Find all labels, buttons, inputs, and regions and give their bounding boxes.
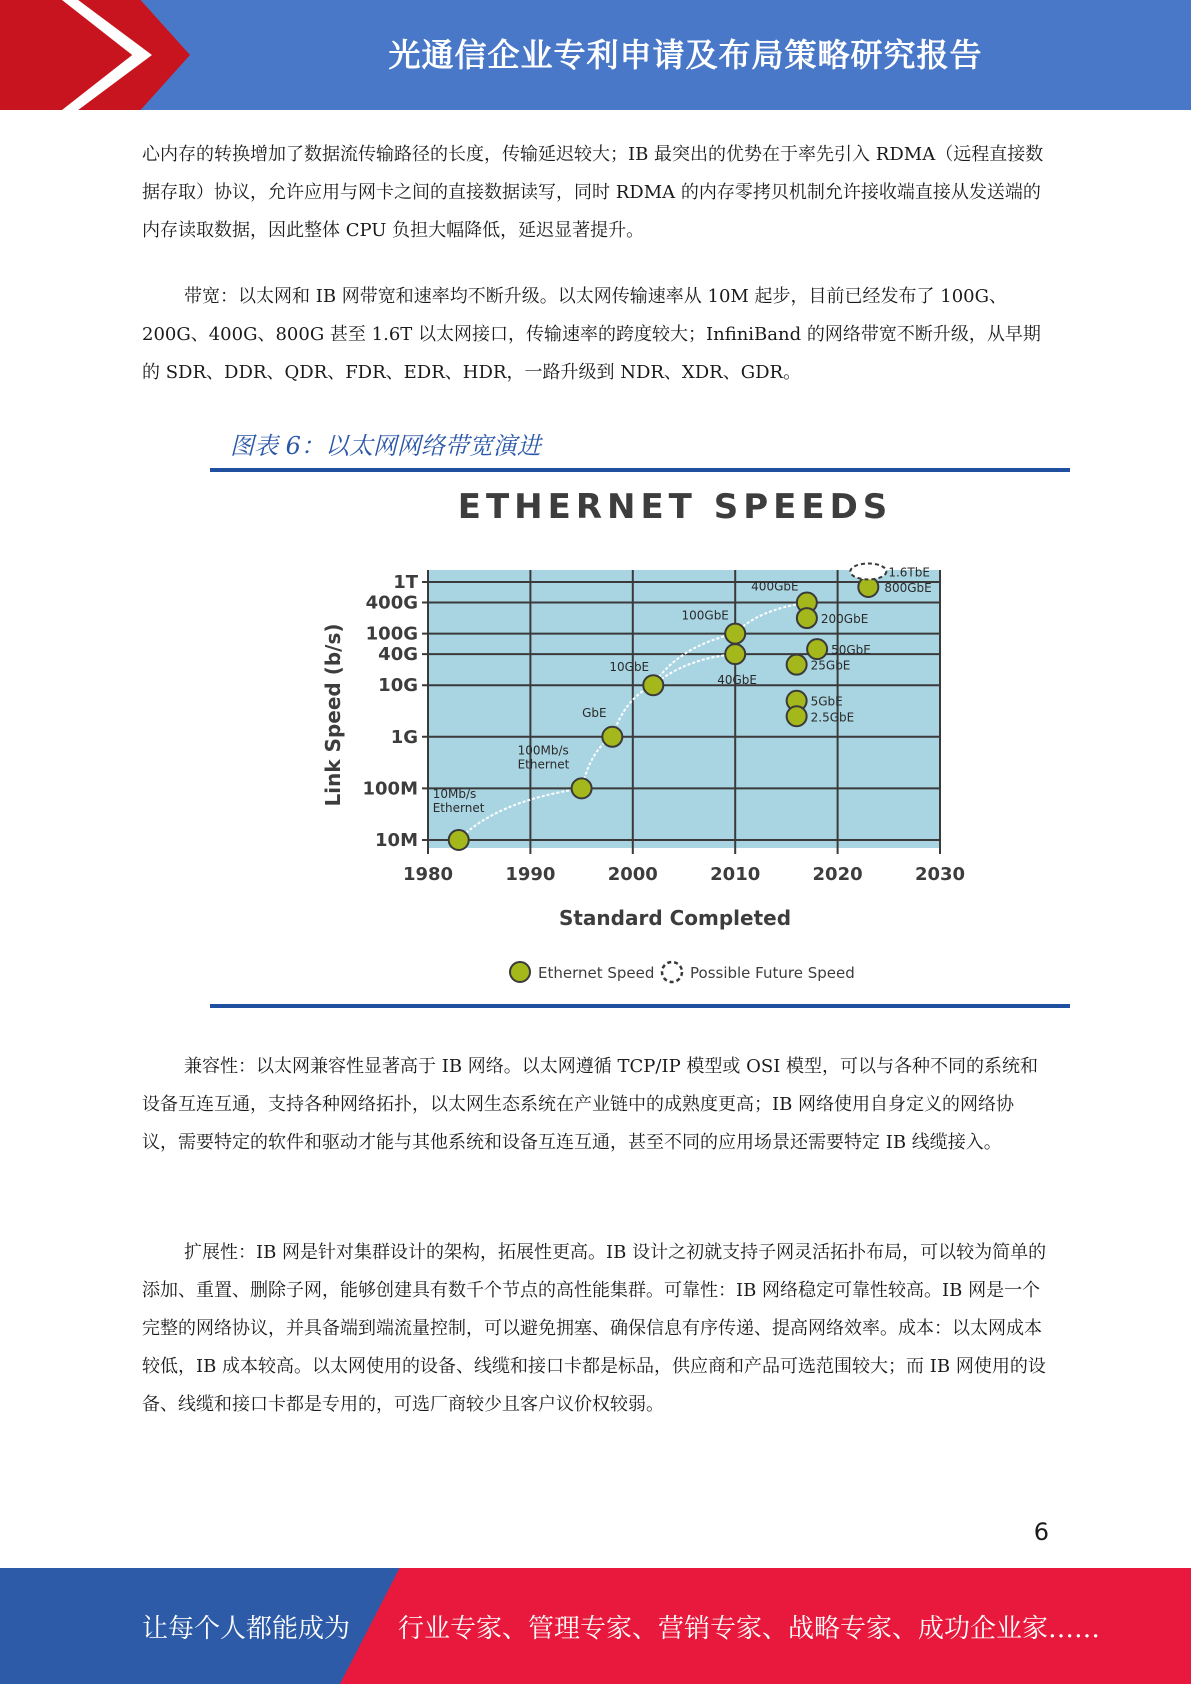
- y-tick-label: 10M: [375, 830, 418, 851]
- data-point: [449, 830, 469, 850]
- point-label: 2.5GbE: [810, 710, 855, 725]
- x-axis-label: Standard Completed: [558, 906, 792, 930]
- y-tick-label: 10G: [378, 675, 418, 697]
- chart-svg: [300, 480, 980, 1000]
- y-tick-label: 100G: [365, 623, 418, 645]
- x-tick-label: 2000: [607, 864, 658, 885]
- page-header: [0, 0, 1191, 110]
- x-tick-label: 1990: [505, 864, 556, 885]
- point-label: 25GbE: [810, 658, 851, 673]
- paragraph-scalability: 扩展性：IB 网是针对集群设计的架构，拓展性更高。IB 设计之初就支持子网灵活拓扑布局，可以较为简单的添加、重置、删除子网，能够创建具有数千个节点的高性能集群。可靠性：IB 网络稳定可靠性较高。IB 网是一个完整的网络协议，并具备端到端流量控制，可以避免拥塞、确保信息有序传递、提高网络效率。成本：以太网成本较低，IB 成本较高。以太网使用的设备、线缆和接口卡都是标品，供应商和产品可选范围较大；而 IB 网使用的设备、线缆和接口卡都是专用的，可选厂商较少且客户议价权较弱。: [142, 1242, 1047, 1415]
- data-point: [725, 644, 745, 664]
- footer-slogan-left: 让每个人都能成为: [142, 1614, 351, 1644]
- data-point: [725, 624, 745, 644]
- data-point: [787, 655, 807, 675]
- data-point: [797, 608, 817, 628]
- y-axis-label: Link Speed (b/s): [321, 623, 345, 807]
- legend-ethernet-speed-label: Ethernet Speed: [538, 964, 655, 982]
- point-label: 40GbE: [717, 673, 757, 688]
- x-tick-label: 2020: [812, 864, 863, 885]
- point-label: 400GbE: [751, 579, 799, 594]
- data-point: [807, 639, 827, 659]
- legend-future-speed-marker: [662, 962, 682, 982]
- point-label: 800GbE: [884, 581, 932, 596]
- header-title: 光通信企业专利申请及布局策略研究报告: [388, 36, 983, 74]
- y-tick-label: 1T: [393, 572, 418, 593]
- point-label: 5GbE: [810, 694, 843, 709]
- figure-top-rule: [210, 468, 1070, 472]
- chart-title: ETHERNET SPEEDS: [457, 487, 893, 527]
- point-label: 1.6TbE: [888, 565, 930, 580]
- point-label: 10GbE: [609, 660, 650, 675]
- paragraph-bandwidth: 带宽：以太网和 IB 网带宽和速率均不断升级。以太网传输速率从 10M 起步，目前已经发布了 100G、200G、400G、800G 甚至 1.6T 以太网接口，传输速率的跨度较大；InfiniBand 的网络带宽不断升级，从早期的 SDR、DDR、QDR、FDR、EDR、HDR，一路升级到 NDR、XDR、GDR。: [142, 286, 1041, 383]
- page-number: 6: [1033, 1518, 1049, 1546]
- x-tick-label: 2010: [710, 864, 761, 885]
- x-tick-label: 1980: [402, 864, 454, 885]
- y-tick-label: 1G: [390, 726, 418, 748]
- point-label: 200GbE: [820, 612, 869, 627]
- x-tick-label: 2030: [914, 864, 966, 885]
- point-label: GbE: [582, 705, 607, 720]
- footer-slogan-right: 行业专家、管理专家、营销专家、战略专家、成功企业家……: [398, 1614, 1101, 1644]
- y-tick-label: 40G: [378, 644, 418, 666]
- point-label: 100Mb/s Ethernet: [517, 743, 570, 772]
- data-point: [643, 675, 663, 695]
- figure-title: 图表 6：以太网网络带宽演进: [230, 432, 541, 460]
- page-footer: [0, 1568, 1191, 1684]
- point-label: 50GbE: [831, 643, 871, 658]
- point-label: 10Mb/s Ethernet: [432, 787, 485, 815]
- figure-bottom-rule: [210, 1004, 1070, 1008]
- data-point: [787, 706, 807, 726]
- y-tick-label: 400G: [365, 592, 418, 614]
- paragraph-rdma: 心内存的转换增加了数据流传输路径的长度，传输延迟较大；IB 最突出的优势在于率先引入 RDMA（远程直接数据存取）协议，允许应用与网卡之间的直接数据读写，同时 RDMA 的内存零拷贝机制允许接收端直接从发送端的内存读取数据，因此整体 CPU 负担大幅降低，延迟显著提升。: [142, 144, 1044, 241]
- legend-ethernet-speed-marker: [510, 962, 530, 982]
- data-point: [602, 727, 622, 747]
- chart-legend: [510, 962, 855, 982]
- point-label: 100GbE: [681, 608, 729, 623]
- y-tick-label: 100M: [362, 778, 418, 800]
- data-point: [572, 778, 592, 798]
- legend-future-speed-label: Possible Future Speed: [690, 964, 855, 982]
- future-data-point: [850, 563, 886, 579]
- paragraph-compatibility: 兼容性：以太网兼容性显著高于 IB 网络。以太网遵循 TCP/IP 模型或 OSI 模型，可以与各种不同的系统和设备互连互通，支持各种网络拓扑，以太网生态系统在产业链中的成熟度更高；IB 网络使用自身定义的网络协议，需要特定的软件和驱动才能与其他系统和设备互连互通，甚至不同的应用场景还需要特定 IB 线缆接入。: [142, 1056, 1039, 1153]
- ethernet-speeds-chart: [300, 480, 980, 1000]
